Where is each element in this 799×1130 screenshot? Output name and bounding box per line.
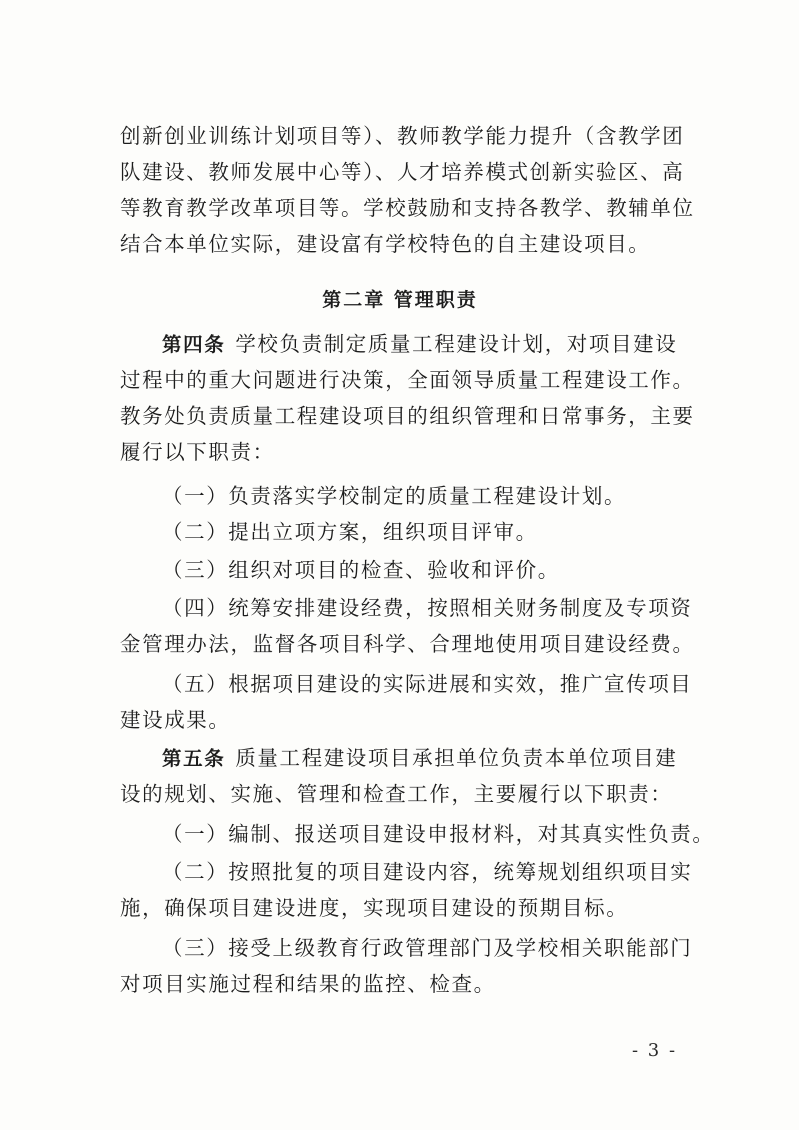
article-4 [120,326,695,470]
article-5 [120,740,680,812]
article-4-item-4-line-2: 金管理办法，监督各项目科学、合理地使用项目建设经费。 [120,632,695,656]
article-4-item-5-line-1: （五）根据项目建设的实际进展和实效，推广宣传项目 [162,672,693,696]
article-4-first-line [120,326,680,362]
article-5-first-line [120,740,680,776]
article-4-item-5 [120,666,693,738]
article-5-text: 质量工程建设项目承担单位负责本单位项目建 [235,746,678,770]
article-5-item-3 [120,930,693,1002]
intro-line: 结合本单位实际，建设富有学校特色的自主建设项目。 [120,232,651,256]
article-5-item-1 [120,816,715,852]
chapter-heading-block [120,282,680,318]
article-5-item-3-line-1: （三）接受上级教育行政管理部门及学校相关职能部门 [162,936,693,960]
article-4-label: 第四条 [162,333,226,356]
article-5-item-1-line-1: （一）编制、报送项目建设申报材料，对其真实性负责。 [162,822,715,846]
article-4-line: 教务处负责质量工程建设项目的组织管理和日常事务，主要 [120,404,695,428]
article-5-item-2-line-2: 施，确保项目建设进度，实现项目建设的预期目标。 [120,896,629,920]
intro-paragraph [120,118,695,262]
article-5-label: 第五条 [162,747,226,770]
article-4-items [120,514,680,550]
article-4-line: 过程中的重大问题进行决策，全面领导质量工程建设工作。 [120,368,695,392]
intro-line: 创新创业训练计划项目等）、教师教学能力提升（含教学团 [120,124,685,148]
article-4-text: 学校负责制定质量工程建设计划，对项目建设 [235,332,678,356]
article-5-item-3-line-2: 对项目实施过程和结果的监控、检查。 [120,972,496,996]
chapter-heading: 第二章 管理职责 [322,289,478,311]
intro-line: 队建设、教师发展中心等）、人才培养模式创新实验区、高 [120,160,685,184]
article-4-item-2: （二）提出立项方案，组织项目评审。 [162,520,538,544]
article-5-item-2 [120,854,693,926]
article-5-line: 设的规划、实施、管理和检查工作，主要履行以下职责： [120,782,673,806]
article-4-line: 履行以下职责： [120,440,275,464]
article-4-item-5-line-2: 建设成果。 [120,708,231,732]
article-4-item-3: （三）组织对项目的检查、验收和评价。 [162,558,560,582]
article-4-item-4-line-1: （四）统筹安排建设经费，按照相关财务制度及专项资 [162,596,693,620]
article-4-items [120,478,680,514]
article-4-items [120,552,680,588]
article-5-item-2-line-1: （二）按照批复的项目建设内容，统筹规划组织项目实 [162,860,693,884]
article-4-item-4 [120,590,695,662]
intro-line: 等教育教学改革项目等。学校鼓励和支持各教学、教辅单位 [120,196,695,220]
page-number: - 3 - [632,1040,678,1061]
article-4-item-1: （一）负责落实学校制定的质量工程建设计划。 [162,484,627,508]
